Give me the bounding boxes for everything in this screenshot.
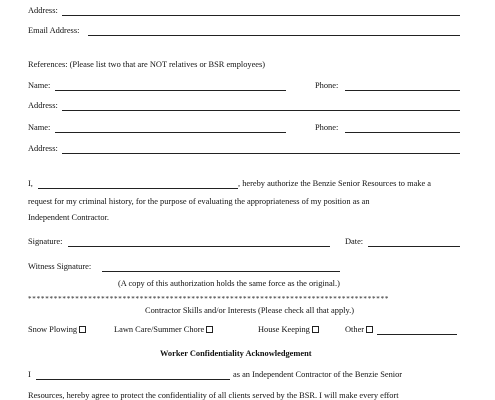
skill-other[interactable] xyxy=(345,326,373,334)
ref2-address-label: Address: xyxy=(28,144,58,153)
address-label: Address: xyxy=(28,6,58,15)
ref1-name-field[interactable] xyxy=(55,90,286,91)
date-label: Date: xyxy=(345,237,364,246)
ref2-name-label: Name: xyxy=(28,123,51,132)
skills-heading: Contractor Skills and/or Interests (Please check all that apply.) xyxy=(145,306,355,315)
email-label: Email Address: xyxy=(28,26,80,35)
ref1-phone-label: Phone: xyxy=(315,81,339,90)
address-field[interactable] xyxy=(62,15,460,16)
skill-lawn-care-checkbox[interactable] xyxy=(206,326,213,333)
skill-lawn-care-label: Lawn Care/Summer Chore xyxy=(114,325,205,334)
ref1-name-label: Name: xyxy=(28,81,51,90)
skill-other-checkbox[interactable] xyxy=(366,326,373,333)
confidentiality-heading: Worker Confidentiality Acknowledgement xyxy=(160,349,312,358)
witness-signature-field[interactable] xyxy=(102,271,340,272)
confidentiality-line2: Resources, hereby agree to protect the confidentiality of all clients served by the BSR. I will make every effort xyxy=(28,391,399,400)
ref2-name-field[interactable] xyxy=(55,132,286,133)
ref2-address-field[interactable] xyxy=(62,153,460,154)
ref1-address-field[interactable] xyxy=(62,110,460,111)
skill-snow-plowing-label: Snow Plowing xyxy=(28,325,78,334)
skill-snow-plowing[interactable] xyxy=(28,326,86,334)
signature-field[interactable] xyxy=(68,246,330,247)
separator-line: ************************************************************************************ xyxy=(28,295,390,303)
ref2-phone-label: Phone: xyxy=(315,123,339,132)
references-heading: References: (Please list two that are NOT relatives or BSR employees) xyxy=(28,60,266,69)
copy-note: (A copy of this authorization holds the same force as the original.) xyxy=(118,279,340,288)
confidentiality-line1: as an Independent Contractor of the Benzie Senior xyxy=(233,370,403,379)
witness-signature-label: Witness Signature: xyxy=(28,262,92,271)
email-field[interactable] xyxy=(88,35,460,36)
skill-lawn-care[interactable] xyxy=(114,326,213,334)
ref2-phone-field[interactable] xyxy=(345,132,460,133)
skill-snow-plowing-checkbox[interactable] xyxy=(79,326,86,333)
skill-other-label: Other xyxy=(345,325,365,334)
authorization-line2: request for my criminal history, for the purpose of evaluating the appropriateness of my position as an xyxy=(28,197,370,206)
ref1-address-label: Address: xyxy=(28,101,58,110)
skill-house-keeping[interactable] xyxy=(258,326,319,334)
authorization-line3: Independent Contractor. xyxy=(28,213,109,222)
skill-other-field[interactable] xyxy=(377,334,457,335)
authorization-prefix: I, xyxy=(28,179,33,188)
ref1-phone-field[interactable] xyxy=(345,90,460,91)
date-field[interactable] xyxy=(368,246,460,247)
authorization-name-field[interactable] xyxy=(38,188,238,189)
confidentiality-prefix: I xyxy=(28,370,31,379)
authorization-line1: , hereby authorize the Benzie Senior Resources to make a xyxy=(238,179,432,188)
skill-house-keeping-checkbox[interactable] xyxy=(312,326,319,333)
signature-label: Signature: xyxy=(28,237,63,246)
skill-house-keeping-label: House Keeping xyxy=(258,325,310,334)
confidentiality-name-field[interactable] xyxy=(36,379,230,380)
